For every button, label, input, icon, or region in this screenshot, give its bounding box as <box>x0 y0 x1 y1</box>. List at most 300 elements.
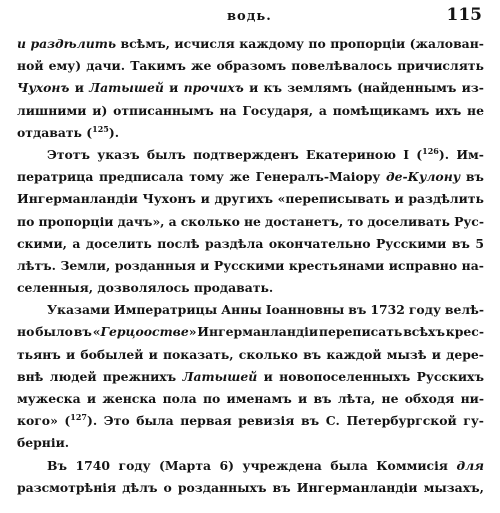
text-run: (жалован- <box>409 36 484 51</box>
word <box>417 366 484 388</box>
text-run: не <box>243 213 261 229</box>
text-run: исправно <box>388 257 458 273</box>
text-run: людей <box>49 368 97 384</box>
text-run: тому <box>189 169 224 185</box>
text-run: внѣ <box>17 368 44 384</box>
text-run: 5 <box>475 235 484 251</box>
text-run: дѣлъ <box>122 479 158 495</box>
text-line <box>17 477 484 499</box>
text-run: ). <box>87 413 98 429</box>
word <box>445 299 484 321</box>
text-run: Рус- <box>454 213 484 229</box>
word <box>64 410 97 432</box>
word <box>456 144 484 166</box>
word <box>80 344 143 366</box>
word <box>256 166 381 188</box>
text-run: селенныя, <box>17 280 94 296</box>
word <box>30 33 116 55</box>
text-run: крес- <box>445 324 484 340</box>
text-run: из- <box>461 80 484 96</box>
word <box>60 255 110 277</box>
text-run: лѣта, <box>337 391 376 406</box>
word <box>200 255 209 277</box>
word <box>249 77 258 99</box>
text-run: сколько <box>180 213 240 229</box>
text-run: и <box>394 191 404 207</box>
text-run: ной <box>17 58 44 74</box>
text-run: прежнихъ <box>102 368 177 384</box>
word <box>163 344 234 366</box>
word <box>408 188 484 210</box>
word <box>266 299 345 321</box>
italic-text: и <box>17 36 27 51</box>
text-run: мызѣ <box>386 346 427 362</box>
word <box>180 410 231 432</box>
word <box>169 211 177 233</box>
text-run: въ <box>73 324 92 340</box>
word <box>120 33 169 55</box>
footnote-ref: 125 <box>92 123 109 134</box>
text-run: пропорціи <box>38 213 114 229</box>
text-run: отписаннымъ <box>113 102 214 118</box>
text-line <box>17 166 484 188</box>
text-run: дачи. <box>86 58 126 74</box>
word <box>424 477 484 499</box>
text-run: а <box>318 102 327 118</box>
word <box>446 344 484 366</box>
text-line <box>17 144 484 166</box>
text-run: I <box>403 146 409 162</box>
word <box>376 233 446 255</box>
page-header <box>0 4 500 28</box>
text-run: и <box>263 368 273 384</box>
text-run: и <box>66 346 76 362</box>
text-run: Ингерманландіи <box>197 324 319 340</box>
word <box>389 255 457 277</box>
text-run: розданныя <box>114 257 196 273</box>
word <box>17 233 67 255</box>
word <box>97 277 189 299</box>
text-run: Это <box>103 413 130 429</box>
text-run: крестьянами <box>288 257 385 273</box>
word <box>242 100 313 122</box>
word <box>149 344 158 366</box>
text-line <box>17 277 484 299</box>
text-line <box>17 410 484 432</box>
text-run: доселить <box>85 235 152 251</box>
word <box>159 455 211 477</box>
text-run: гу- <box>463 413 484 429</box>
text-run: бобылей <box>80 346 144 362</box>
word <box>220 455 234 477</box>
text-run: и <box>200 191 210 207</box>
italic-text: Герцоостве <box>100 324 189 340</box>
word <box>386 166 460 188</box>
word <box>17 344 61 366</box>
text-run: (Марта <box>159 457 212 473</box>
word <box>113 100 214 122</box>
text-run: лѣтъ. <box>17 257 56 273</box>
text-run: ператрица <box>17 169 94 185</box>
text-run: (найденнымъ <box>357 80 457 96</box>
word <box>189 166 224 188</box>
text-run: же <box>190 58 212 74</box>
text-run: и <box>74 80 84 96</box>
text-run: дозволялось <box>97 280 190 296</box>
text-run: по <box>202 391 221 406</box>
word <box>301 410 319 432</box>
text-run: исчисля <box>174 36 235 51</box>
word <box>394 188 403 210</box>
text-run: Государя, <box>242 102 314 118</box>
text-run: послѣ <box>157 235 200 251</box>
word <box>17 432 69 454</box>
word <box>216 55 286 77</box>
text-run: ни- <box>460 391 484 406</box>
word <box>17 188 138 210</box>
word <box>214 255 284 277</box>
word <box>118 211 165 233</box>
word <box>306 144 396 166</box>
word <box>130 55 186 77</box>
text-run: Коммисія <box>376 457 448 473</box>
word <box>157 233 199 255</box>
text-run: Русскими <box>213 257 285 273</box>
text-run: сколько <box>238 346 298 362</box>
text-run: мужеска <box>17 391 81 406</box>
word <box>446 321 484 343</box>
text-run: къ <box>263 80 282 96</box>
text-run: скими, <box>17 235 67 251</box>
text-run: предписала <box>99 169 184 185</box>
word <box>466 166 484 188</box>
text-run: ( <box>86 124 93 140</box>
word <box>297 477 418 499</box>
text-run: повелѣвалось <box>291 58 393 74</box>
text-run: Анны <box>221 302 262 318</box>
text-line <box>17 55 484 77</box>
text-line <box>17 321 484 343</box>
word <box>136 410 173 432</box>
text-run: переписать <box>318 324 403 340</box>
italic-text: де-Кулону <box>386 169 461 185</box>
word <box>201 188 210 210</box>
text-run: » <box>188 324 197 340</box>
text-run: 1732 <box>370 302 405 318</box>
word <box>382 388 399 410</box>
italic-text: для <box>456 457 484 473</box>
word <box>35 321 73 343</box>
italic-text: прочихъ <box>183 80 244 96</box>
text-line <box>17 344 484 366</box>
text-run: Генералъ-Маіору <box>255 169 381 185</box>
text-run: Им- <box>456 146 484 162</box>
text-line <box>17 455 484 477</box>
text-line <box>17 33 484 55</box>
word <box>75 77 84 99</box>
text-run: другихъ <box>214 191 273 207</box>
word <box>142 188 195 210</box>
text-run: дачъ», <box>117 213 165 229</box>
text-line <box>17 211 484 233</box>
text-run: въ <box>465 169 484 185</box>
text-line <box>17 388 484 410</box>
word <box>47 144 90 166</box>
word <box>405 388 455 410</box>
text-run: дере- <box>446 346 484 362</box>
word <box>72 233 80 255</box>
text-line <box>17 77 484 99</box>
text-line <box>17 255 484 277</box>
text-run: Въ <box>47 457 67 473</box>
word <box>122 477 157 499</box>
text-run: новопоселенныхъ <box>279 368 411 384</box>
word <box>47 299 110 321</box>
text-run: доселивать <box>367 213 450 229</box>
word <box>346 410 456 432</box>
word <box>104 410 130 432</box>
text-run: и <box>200 257 210 273</box>
text-run: Чухонъ <box>142 191 196 207</box>
italic-text: Чухонъ <box>17 80 70 96</box>
word <box>278 188 390 210</box>
text-run: было <box>35 324 73 340</box>
word <box>87 388 96 410</box>
text-run: лишними <box>17 102 87 118</box>
text-run: и <box>169 80 179 96</box>
text-run: въ <box>451 235 470 251</box>
text-run: обходя <box>404 391 455 406</box>
text-run: на- <box>461 257 484 273</box>
text-run: и) <box>92 102 108 118</box>
word <box>86 233 152 255</box>
word <box>463 410 484 432</box>
word <box>147 144 186 166</box>
word <box>319 100 327 122</box>
word <box>99 166 183 188</box>
text-run: Ингерманландіи <box>17 191 138 207</box>
word <box>462 77 484 99</box>
text-run: С. <box>325 413 340 429</box>
text-run: « <box>92 324 101 340</box>
text-run: не <box>381 391 399 406</box>
word <box>193 144 299 166</box>
text-run: мызахъ, <box>423 479 484 495</box>
word <box>17 77 69 99</box>
word <box>333 100 430 122</box>
text-run: велѣ- <box>444 302 484 318</box>
text-run: Іоанновны <box>265 302 345 318</box>
text-run: именамъ <box>226 391 292 406</box>
word <box>291 55 392 77</box>
word <box>17 366 43 388</box>
word <box>86 55 125 77</box>
text-run: а <box>72 235 81 251</box>
word <box>169 77 178 99</box>
text-run: раздѣлить <box>408 191 484 207</box>
word <box>50 366 97 388</box>
word <box>330 455 367 477</box>
text-run: достанетъ, <box>264 213 344 229</box>
word <box>313 388 331 410</box>
running-head: водь. <box>227 9 272 24</box>
text-run: помѣщикамъ <box>332 102 430 118</box>
text-run: кого» <box>17 413 58 429</box>
text-run: землямъ <box>287 80 352 96</box>
text-run: въ <box>348 302 367 318</box>
word <box>403 321 445 343</box>
word <box>17 277 93 299</box>
word <box>197 321 318 343</box>
text-run: «переписывать <box>277 191 390 207</box>
text-line <box>17 299 484 321</box>
text-run: Императрицы <box>113 302 218 318</box>
word <box>17 211 34 233</box>
text-run: въ <box>300 413 320 429</box>
word <box>462 255 484 277</box>
text-run: окончательно <box>268 235 371 251</box>
text-run: пропорціи <box>330 36 406 51</box>
word <box>115 255 196 277</box>
word <box>370 299 405 321</box>
footnote-ref: 126 <box>422 145 439 156</box>
text-run: то <box>347 213 364 229</box>
word <box>416 144 449 166</box>
page-number: 115 <box>446 5 482 25</box>
text-run: женска <box>102 391 157 406</box>
word <box>38 211 113 233</box>
text-line <box>17 366 484 388</box>
text-run: каждому <box>239 36 304 51</box>
text-run: учреждена <box>242 457 322 473</box>
text-run: каждой <box>326 346 382 362</box>
word <box>264 77 282 99</box>
text-run: и <box>86 391 97 406</box>
word <box>452 233 470 255</box>
word <box>244 211 261 233</box>
word <box>17 255 56 277</box>
word <box>238 410 294 432</box>
text-run: Ингерманландіи <box>296 479 418 495</box>
word <box>164 477 172 499</box>
text-run: а <box>168 213 177 229</box>
word <box>74 321 92 343</box>
word <box>103 366 176 388</box>
text-run: берніи. <box>17 435 70 451</box>
word <box>102 388 156 410</box>
word <box>17 388 81 410</box>
text-run: отдавать <box>17 124 82 140</box>
text-run: всѣмъ, <box>120 36 170 51</box>
word <box>461 388 484 410</box>
italic-text: Латышей <box>182 368 258 384</box>
word <box>269 233 371 255</box>
text-run: же <box>229 169 250 185</box>
word <box>17 410 58 432</box>
text-run: Петербургской <box>346 413 457 429</box>
word <box>456 455 484 477</box>
word <box>403 144 409 166</box>
word <box>17 55 44 77</box>
word <box>273 477 291 499</box>
word <box>454 211 484 233</box>
text-run: по <box>17 213 35 229</box>
word <box>118 455 150 477</box>
word <box>17 477 116 499</box>
text-run: ). <box>438 146 450 162</box>
word <box>326 410 340 432</box>
word <box>205 233 263 255</box>
word <box>227 388 292 410</box>
text-run: и <box>249 80 259 96</box>
word <box>75 455 110 477</box>
text-run: ). <box>108 124 120 140</box>
text-run: въ <box>303 346 322 362</box>
word <box>17 100 86 122</box>
word <box>174 33 234 55</box>
word <box>191 55 211 77</box>
word <box>178 477 267 499</box>
word <box>338 388 375 410</box>
text-run: по <box>308 36 326 51</box>
word <box>114 299 217 321</box>
text-run: Такимъ <box>130 58 186 74</box>
text-run: подтвержденъ <box>193 146 299 162</box>
word <box>230 166 250 188</box>
word <box>298 388 307 410</box>
text-run: въ <box>313 391 332 406</box>
word <box>86 122 119 144</box>
word <box>367 211 450 233</box>
body-text <box>17 33 484 499</box>
text-run: образомъ <box>216 58 287 74</box>
text-run: указъ <box>97 146 140 162</box>
word <box>221 299 262 321</box>
text-run: ихъ <box>435 102 462 118</box>
text-run: Екатериною <box>306 146 396 162</box>
text-run: Этотъ <box>47 146 90 162</box>
word <box>376 455 448 477</box>
word <box>348 299 366 321</box>
text-run: Русскими <box>375 235 447 251</box>
word <box>347 211 363 233</box>
word <box>92 100 107 122</box>
text-line <box>17 432 484 454</box>
text-run: не <box>467 102 484 118</box>
text-run: продавать. <box>193 280 274 296</box>
text-run: раздѣла <box>205 235 264 251</box>
italic-text: раздѣлить <box>30 36 117 51</box>
word <box>467 100 484 122</box>
word <box>93 321 197 343</box>
word <box>319 321 402 343</box>
text-run: Земли, <box>60 257 111 273</box>
word <box>409 299 441 321</box>
word <box>308 33 325 55</box>
word <box>410 33 484 55</box>
text-run: былъ <box>146 146 186 162</box>
word <box>17 166 93 188</box>
text-run: причислять <box>397 58 484 74</box>
text-run: розданныхъ <box>177 479 267 495</box>
text-run: на <box>219 102 237 118</box>
word <box>326 344 381 366</box>
word <box>184 77 244 99</box>
word <box>387 344 427 366</box>
text-run: ( <box>416 146 423 162</box>
word <box>264 366 273 388</box>
text-run: но <box>17 324 35 340</box>
